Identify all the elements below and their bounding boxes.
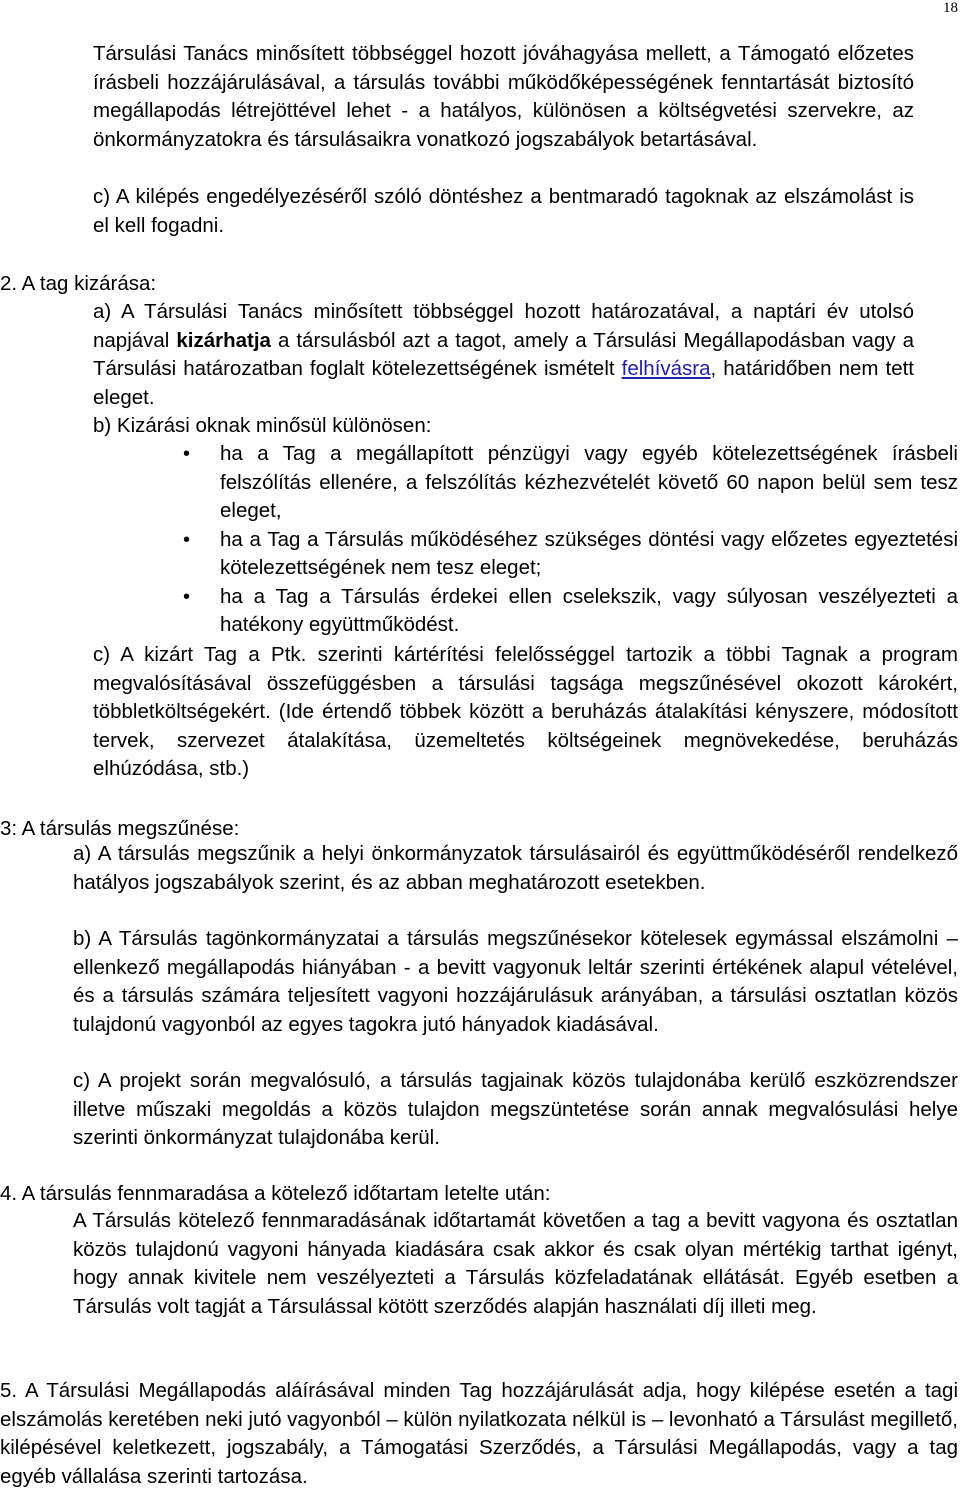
list-item: • ha a Tag a Társulás működéséhez szükséges döntési vagy előzetes egyeztetési kötelezettségének nem tesz eleget; (183, 526, 958, 583)
felhivasra-link[interactable]: felhívásra (621, 357, 711, 380)
section-4-body: A Társulás kötelező fennmaradásának időtartamát követően a tag a bevitt vagyona és osztatlan közös tulajdonú vagyoni hányada kiadására csak akkor és csak olyan mértékig tarthat igényt, hogy annak kivitele nem veszélyezteti a Társulás közfeladatának ellátását. Egyéb esetben a Társulás volt tagját a Társulással kötött szerződés alapján használati díj illeti meg. (73, 1209, 958, 1318)
section-3-point-a: a) A társulás megszűnik a helyi önkormányzatok társulásairól és együttműködéséről rendelkező hatályos jogszabályok szerint, és az abban meghatározott esetekben. (73, 842, 958, 894)
section-2-bullet-list (183, 440, 958, 640)
page-number: 18 (943, 0, 958, 16)
section-3-title: 3: A társulás megszűnése: (0, 817, 240, 840)
section-2-point-a-text-2: a társulásból azt a tagot, amely a Társulási Megállapodásban vagy a Társulási határozatban foglalt kötelezettségének ismételt (93, 328, 915, 380)
section-2-point-b: b) Kizárási oknak minősül különösen: (93, 414, 432, 437)
section-2-point-a-text-3: , határidőben nem tett eleget. (93, 357, 915, 409)
section-2-point-c: c) A kizárt Tag a Ptk. szerinti kártérítési felelősséggel tartozik a többi Tagnak a program megvalósításával összefüggésben a társulási tagsága megszűnésével okozott károkért, többletköltségekért. (Ide értendő többek között a beruházás átalakítási kényszere, módosított tervek, szervezet átalakítása, üzemeltetés költségeinek megnövekedése, beruházás elhúzódása, stb.) (93, 643, 958, 780)
section-3-point-b: b) A Társulás tagönkormányzatai a társulás megszűnésekor kötelesek egymással elszámolni – ellenkező megállapodás hiányában - a bevitt vagyonuk leltár szerinti értékének alapul vételével, és a társulás számára teljesített vagyoni hozzájárulásuk arányában, a társulási osztatlan közös tulajdonú vagyonból az egyes tagokra jutó hányadok kiadásával. (73, 927, 958, 1036)
section-2-point-a (93, 298, 914, 412)
intro-paragraph: Társulási Tanács minősített többséggel hozott jóváhagyása mellett, a Támogató előzetes írásbeli hozzájárulásával, a társulás további működőképességének fenntartását biztosító megállapodás létrejöttével lehet - a hatályos, különösen a költségvetési szervekre, az önkormányzatokra és társulásaikra vonatkozó jogszabályok betartásával. (93, 42, 914, 151)
intro-point-c: c) A kilépés engedélyezéséről szóló döntéshez a bentmaradó tagoknak az elszámolást is el kell fogadni. (93, 185, 914, 237)
section-3-point-c: c) A projekt során megvalósuló, a társulás tagjainak közös tulajdonába kerülő eszközrendszer illetve műszaki megoldás a közös tulajdon megszüntetése során annak megvalósulási helye szerinti önkormányzat tulajdonába kerül. (73, 1069, 958, 1149)
section-4-title: 4. A társulás fennmaradása a kötelező időtartam letelte után: (0, 1182, 551, 1205)
list-item: • ha a Tag a Társulás érdekei ellen cselekszik, vagy súlyosan veszélyezteti a hatékony együttműködést. (183, 583, 958, 640)
section-2-title: 2. A tag kizárása: (0, 272, 157, 295)
section-5-body: 5. A Társulási Megállapodás aláírásával minden Tag hozzájárulását adja, hogy kilépése esetén a tagi elszámolás keretében neki jutó vagyonból – külön nyilatkozata nélkül is – levonható a Társulást megillető, kilépésével keletkezett, jogszabály, a Támogatási Szerződés, a Társulási Megállapodás, vagy a tag egyéb vállalása szerinti tartozása. (0, 1379, 958, 1488)
list-item: • ha a Tag a megállapított pénzügyi vagy egyéb kötelezettségének írásbeli felszólítás ellenére, a felszólítás kézhezvételét követő 60 napon belül sem tesz eleget, (183, 440, 958, 526)
section-2-point-a-bold: kizárhatja (176, 328, 271, 352)
section-2-point-a-text: a) A Társulási Tanács minősített többséggel hozott határozatával, a naptári év utolsó napjával (93, 300, 914, 352)
